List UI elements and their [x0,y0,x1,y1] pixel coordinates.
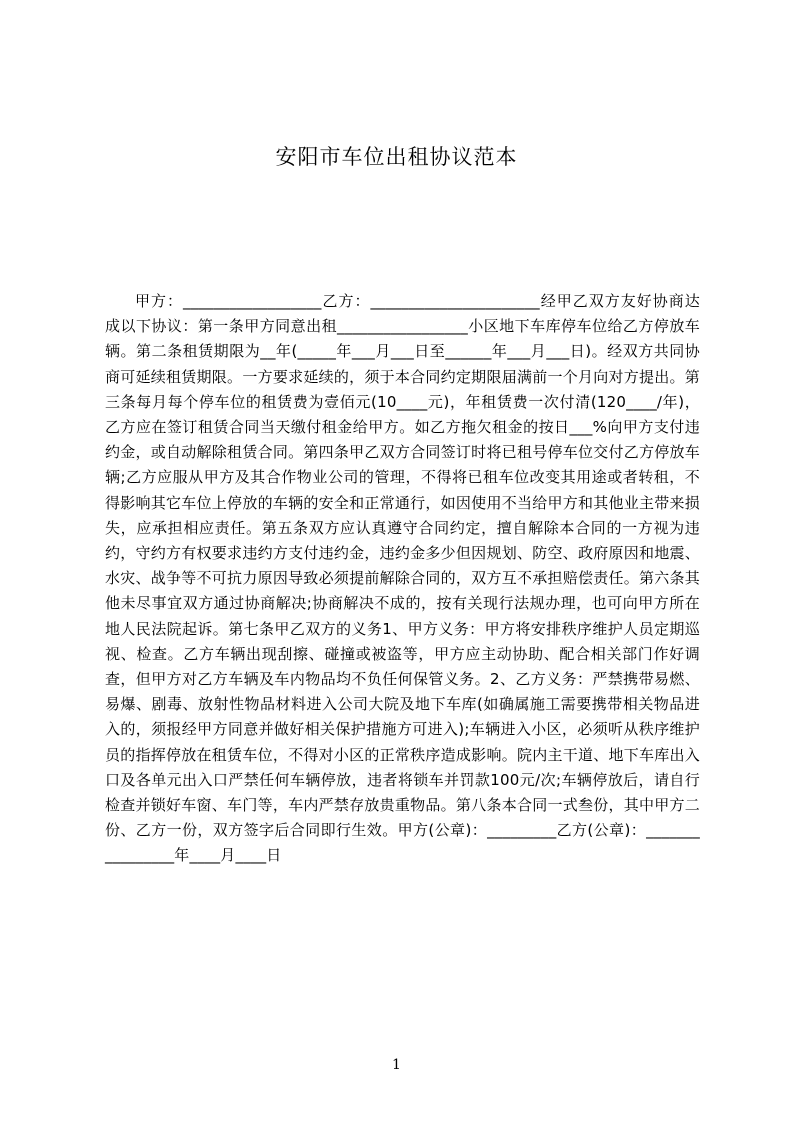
page-number: 1 [392,1057,401,1073]
agreement-body: 甲方：__________________乙方：______________________经甲乙双方友好协商达成以下协议：第一条甲方同意出租_________________小区地下车库停车位给乙方停放车辆。第二条租赁期限为__年(_____年___月___日至______年___月___日)。经双方共同协商可延续租赁期限。一方要求延续的，须于本合同约定期限届满前一个月向对方提出。第三条每月每个停车位的租赁费为壹佰元(10____元)，年租赁费一次付清(120____/年)，乙方应在签订租赁合同当天缴付租金给甲方。如乙方拖欠租金的按日___%向甲方支付违约金，或自动解除租赁合同。第四条甲乙双方合同签订时将已租号停车位交付乙方停放车辆;乙方应服从甲方及其合作物业公司的管理，不得将已租车位改变其用途或者转租，不得影响其它车位上停放的车辆的安全和正常通行，如因使用不当给甲方和其他业主带来损失，应承担相应责任。第五条双方应认真遵守合同约定，擅自解除本合同的一方视为违约，守约方有权要求违约方支付违约金，违约金多少但因规划、防空、政府原因和地震、水灾、战争等不可抗力原因导致必须提前解除合同的，双方互不承担赔偿责任。第六条其他未尽事宜双方通过协商解决;协商解决不成的，按有关现行法规办理，也可向甲方所在地人民法院起诉。第七条甲乙双方的义务1、甲方义务：甲方将安排秩序维护人员定期巡视、检查。乙方车辆出现刮擦、碰撞或被盗等，甲方应主动协助、配合相关部门作好调查，但甲方对乙方车辆及车内物品均不负任何保管义务。2、乙方义务：严禁携带易燃、易爆、剧毒、放射性物品材料进入公司大院及地下车库(如确属施工需要携带相关物品进入的，须报经甲方同意并做好相关保护措施方可进入);车辆进入小区，必须听从秩序维护员的指挥停放在租赁车位，不得对小区的正常秩序造成影响。院内主干道、地下车库出入口及各单元出入口严禁任何车辆停放，违者将锁车并罚款100元/次;车辆停放后，请自行检查并锁好车窗、车门等，车内严禁存放贵重物品。第八条本合同一式叁份，其中甲方二份、乙方一份，双方签字后合同即行生效。甲方(公章)：_________乙方(公章)：________________年____月____日 [105,292,700,865]
document-title: 安阳市车位出租协议范本 [275,145,518,169]
